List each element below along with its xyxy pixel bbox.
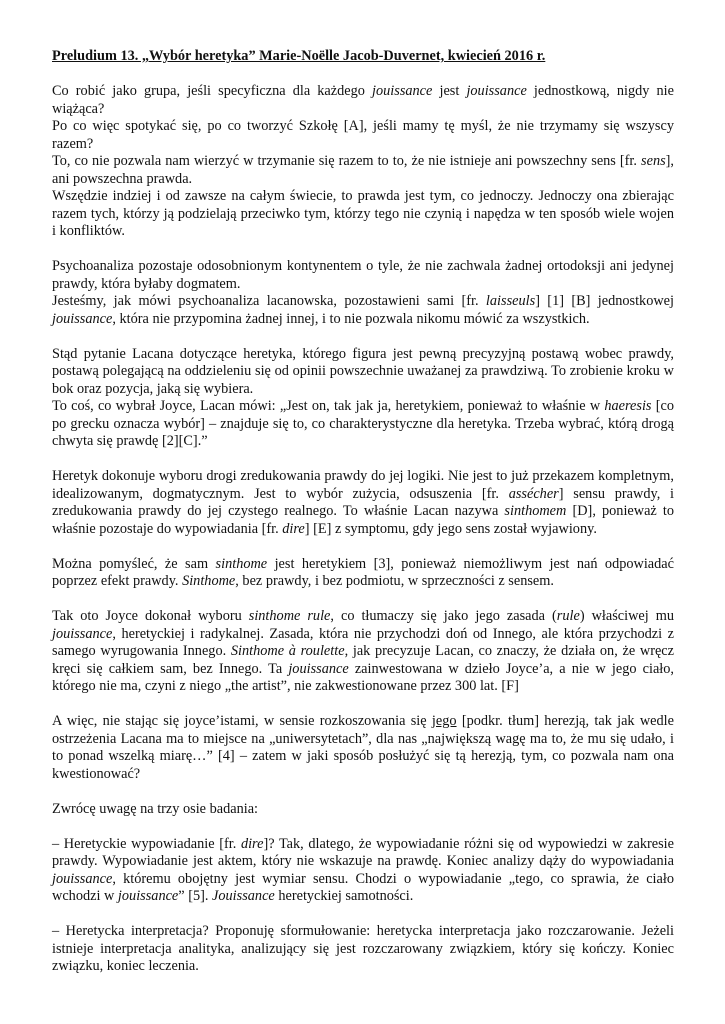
paragraph-9: Heretyk dokonuje wyboru drogi zredukowania prawdy do jej logiki. Nie jest to już przekazem kompletnym, idealizowanym, dogmatycznym. Jest to wybór zużycia, odsuszenia [fr. assécher] sensu prawdy, i zredukowania prawdy do jej czystego realnego. To właśnie Lacan nazywa sinthomem [D], ponieważ to właśnie pozostaje do wypowiadania [fr. dire] [E] z symptomu, gdy jego sens został wyjawiony.	[52, 468, 675, 537]
document-title: Preludium 13. „Wybór heretyka” Marie-Noëlle Jacob-Duvernet, kwiecień 2016 r.	[52, 48, 546, 64]
paragraph-4: Wszędzie indziej i od zawsze na całym świecie, to prawda jest tym, co jednoczy. Jednoczy ona zbierając razem tych, którzy ją podzielają przeciwko tym, którzy tego nie czynią i napędza w ten sposób wiele wojen i konfliktów.	[52, 188, 674, 239]
paragraph-8: To coś, co wybrał Joyce, Lacan mówi: „Jest on, tak jak ja, heretykiem, ponieważ to właśnie w haeresis [co po grecku oznacza wybór] – znajduje się to, co charakterystyczne dla heretyka. Trzeba wybrać, którą drogą chwyta się prawdę [2][C].”	[52, 398, 674, 449]
paragraph-10: Można pomyśleć, że sam sinthome jest heretykiem [3], ponieważ niemożliwym jest nań odpowiadać poprzez efekt prawdy. Sinthome, bez prawdy, i bez podmiotu, w sprzeczności z sensem.	[52, 555, 674, 589]
paragraph-11: Tak oto Joyce dokonał wyboru sinthome rule, co tłumaczy się jako jego zasada (rule) właściwej mu jouissance, heretyckiej i radykalnej. Zasada, która nie przychodzi doń od Innego, ale która przychodzi z samego wyrugowania Innego. Sinthome à roulette, jak precyzuje Lacan, co znaczy, że działa on, że wręcz kręci się całkiem sam, bez Innego. Ta jouissance zainwestowana w dzieło Joyce’a, a nie w jego ciało, którego nie ma, czyni z niego „the artist”, nie zakwestionowane przez 300 lat. [F]	[52, 608, 674, 694]
paragraph-12: A więc, nie stając się joyce’istami, w sensie rozkoszowania się jego [podkr. tłum] herezją, tak jak wedle ostrzeżenia Lacana ma to miejsce na „uniwersytetach”, dla nas „największą wagę ma to, że mu się udało, i to ponad wszelką miarę…” [4] – zatem w jaki sposób posłużyć się tą herezją, tym, co pozwala nam ona kwestionować?	[52, 713, 674, 782]
paragraph-15: – Heretycka interpretacja? Proponuję sformułowanie: heretycka interpretacja jako rozczarowanie. Jeżeli istnieje interpretacja analityka, analizujący się jest rozczarowany związkiem, który się kończy. Koniec związku, koniec leczenia.	[52, 923, 674, 974]
paragraph-7: Stąd pytanie Lacana dotyczące heretyka, którego figura jest pewną precyzyjną postawą wobec prawdy, postawą polegającą na oddzieleniu się od opinii powszechnie uważanej za prawdziwą. To zrobienie kroku w bok oraz pozycja, jaką się wybiera.	[52, 345, 674, 397]
paragraph-13: Zwrócę uwagę na trzy osie badania:	[52, 800, 259, 817]
paragraph-6: Jesteśmy, jak mówi psychoanaliza lacanowska, pozostawieni sami [fr. laisseuls] [1] [B] jednostkowej jouissance, która nie przypomina żadnej innej, i to nie pozwala nikomu mówić za wszystkich.	[52, 293, 674, 327]
paragraph-5: Psychoanaliza pozostaje odosobnionym kontynentem o tyle, że nie zachwala żadnej ortodoksji ani jedynej prawdy, która byłaby dogmatem.	[52, 258, 674, 292]
paragraph-3: To, co nie pozwala nam wierzyć w trzymanie się razem to to, że nie istnieje ani powszechny sens [fr. sens], ani powszechna prawda.	[52, 153, 674, 187]
paragraph-2: Po co więc spotykać się, po co tworzyć Szkołę [A], jeśli mamy tę myśl, że nie trzymamy się wszyscy razem?	[52, 118, 674, 152]
paragraph-14: – Heretyckie wypowiadanie [fr. dire]? Tak, dlatego, że wypowiadanie różni się od wypowiedzi w zakresie prawdy. Wypowiadanie jest aktem, który nie wskazuje na prawdę. Koniec analizy dąży do wypowiadania jouissance, któremu obojętny jest wymiar sensu. Chodzi o wypowiadanie „tego, co sprawia, że ciało wchodzi w jouissance” [5]. Jouissance heretyckiej samotności.	[52, 835, 674, 904]
paragraph-1: Co robić jako grupa, jeśli specyficzna dla każdego jouissance jest jouissance jednostkową, nigdy nie wiążąca?	[52, 83, 674, 117]
document-page	[52, 48, 674, 976]
